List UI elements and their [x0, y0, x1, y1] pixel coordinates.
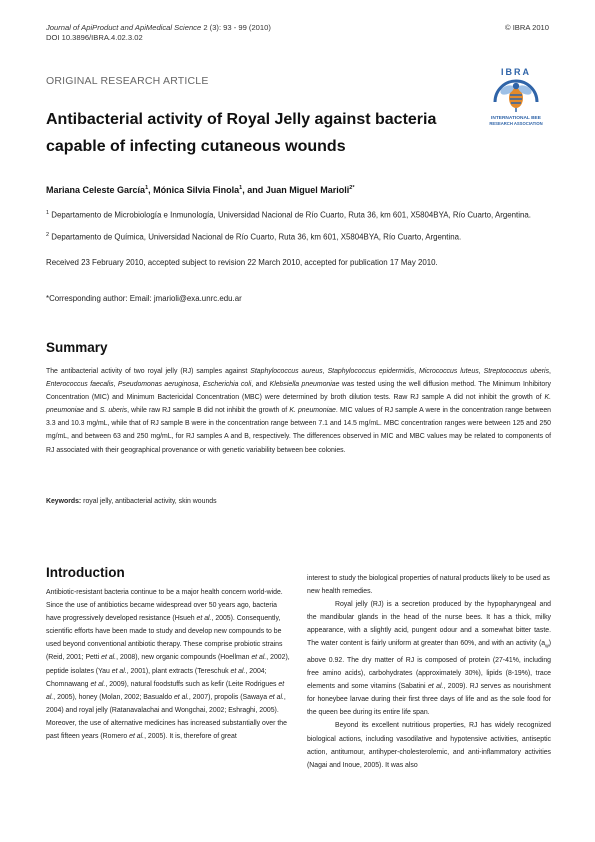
affiliation-1	[46, 208, 551, 221]
introduction-heading: Introduction	[46, 565, 125, 580]
section-label: ORIGINAL RESEARCH ARTICLE	[46, 75, 209, 87]
keywords-label: Keywords:	[46, 498, 82, 505]
affiliation-number: 2	[46, 232, 50, 238]
journal-name: Journal of ApiProduct and ApiMedical Science	[46, 23, 202, 32]
affiliation-text: Departamento de Microbiología e Inmunología, Universidad Nacional de Río Cuarto, Ruta 36, km 601, X5804BYA, Río Cuarto, Argentina.	[51, 210, 531, 220]
logo-line2: RESEARCH ASSOCIATION	[489, 121, 543, 126]
intro-paragraph: Antibiotic-resistant bacteria continue to be a major health concern world-wide. Since the use of antibiotics became widespread over 50 years ago, bacteria have progressively developed resistance (Hsueh et al., 2005). Consequently, scientific efforts have been made to study and develop new compounds to be used beyond conventional antibiotic therapy. These comprise probiotic strains (Reid, 2001; Petti et al., 2008), new organic compounds (Hoellman et al., 2002), peptide isolates (Yau et al., 2001), plant extracts (Tereschuk et al., 2004; Chomnawang et al., 2009), natural foodstuffs such as kefir (Leite Rodrigues et al., 2005), honey (Molan, 2002; Basualdo et al., 2007), propolis (Sawaya et al., 2004) and royal jelly (Ratanavalachai and Wongchai, 2002; Eshraghi, 2005). Moreover, the use of alternative medicines has increased substantially over the past fifteen years (Romero et al., 2005). It is, therefore of great	[46, 589, 290, 741]
received-dates: Received 23 February 2010, accepted subject to revision 22 March 2010, accepted for publication 17 May 2010.	[46, 258, 438, 267]
keywords	[46, 498, 217, 505]
logo-line1: INTERNATIONAL BEE	[491, 116, 541, 121]
author-separator: , and	[242, 185, 266, 195]
intro-paragraph: Royal jelly (RJ) is a secretion produced by the hypopharyngeal and the mandibular glands in the head of the nurse bees. It has a thick, milky appearance, with a slightly acid, pungent odour and a somewhat bitter taste. The water content is fairly uniform at greater than 60%, and with an activity $(a_w)$ above 0.92. The dry matter of RJ is composed of protein (27-41%, including free amino acids), carbohydrates (approximately 30%), lipids (8-19%), trace elements and some vitamins (Sabatini et al., 2009). RJ serves as nourishment for honeybee larvae during their first three days of life and as the sole food for the queen bee during its entire life span.	[307, 601, 551, 717]
ibra-logo	[481, 66, 551, 128]
author-name: Mariana Celeste García	[46, 185, 146, 195]
affiliation-number: 1	[46, 210, 50, 216]
author-name: Mónica Silvia Finola	[153, 185, 240, 195]
affiliation-text: Departamento de Química, Universidad Nacional de Río Cuarto, Ruta 36, km 601, X5804BYA, Río Cuarto, Argentina.	[51, 232, 462, 242]
corresponding-author: *Corresponding author: Email: jmarioli@exa.unrc.edu.ar	[46, 294, 242, 303]
summary-text: The antibacterial activity of two royal jelly (RJ) samples against Staphylococcus aureus, Staphylococcus epidermidis, Micrococcus luteus, Streptococcus uberis, Enterococcus faecalis, Pseudomonas aeruginosa, Escherichia coli, and Klebsiella pneumoniae was tested using the well diffusion method. The Minimum Inhibitory Concentration (MIC) and Minimum Bactericidal Concentration (MBC) were determined by broth dilution tests. Raw RJ sample A did not inhibit the growth of K. pneumoniae and S. uberis, while raw RJ sample B did not inhibit the growth of K. pneumoniae. MIC values of RJ sample A were in the concentration range between 3.3 and 10.3 mg/mL, while that of RJ sample B were in the concentration range between 7.1 and 14.5 mg/mL. MBC concentration ranges were between 125 and 250 mg/mL, and between 63 and 250 mg/mL, for RJ samples A and B, respectively. The differences observed in MIC and MBC values may be related to components of RJ associated with their geographical provenance or with genetic variability between bee colonies.	[46, 368, 552, 454]
keywords-text: royal jelly, antibacterial activity, skin wounds	[81, 498, 217, 505]
journal-issue: 2 (3): 93 - 99 (2010)	[203, 23, 271, 32]
doi[interactable]: DOI 10.3896/IBRA.4.02.3.02	[46, 32, 143, 42]
author-affil-mark: 1	[239, 185, 243, 191]
author-separator: ,	[148, 185, 154, 195]
intro-left-column	[46, 586, 290, 743]
affiliation-2	[46, 230, 551, 243]
article-title: Antibacterial activity of Royal Jelly against bacteria capable of infecting cutaneous wounds	[46, 111, 437, 155]
author-affil-mark: 1	[145, 185, 149, 191]
intro-right-column	[307, 572, 551, 772]
logo-acronym: IBRA	[501, 67, 531, 77]
summary-heading: Summary	[46, 340, 108, 355]
intro-paragraph: Beyond its excellent nutritious properties, RJ has widely recognized biological actions, including vasodilative and hypotensive activities, antiseptic action, antitumour, antihyper-cholesterolemic, and anti-inflammatory activities (Nagai and Inoue, 2005). It was also	[307, 722, 551, 769]
bee-logo-icon	[481, 66, 551, 128]
journal-header	[46, 23, 271, 42]
author-list	[46, 185, 354, 195]
copyright: © IBRA 2010	[504, 23, 549, 32]
author-name: Juan Miguel Marioli	[265, 185, 350, 195]
author-affil-mark: 2*	[349, 185, 355, 191]
intro-paragraph: interest to study the biological properties of natural products likely to be used as new health remedies.	[307, 575, 550, 596]
